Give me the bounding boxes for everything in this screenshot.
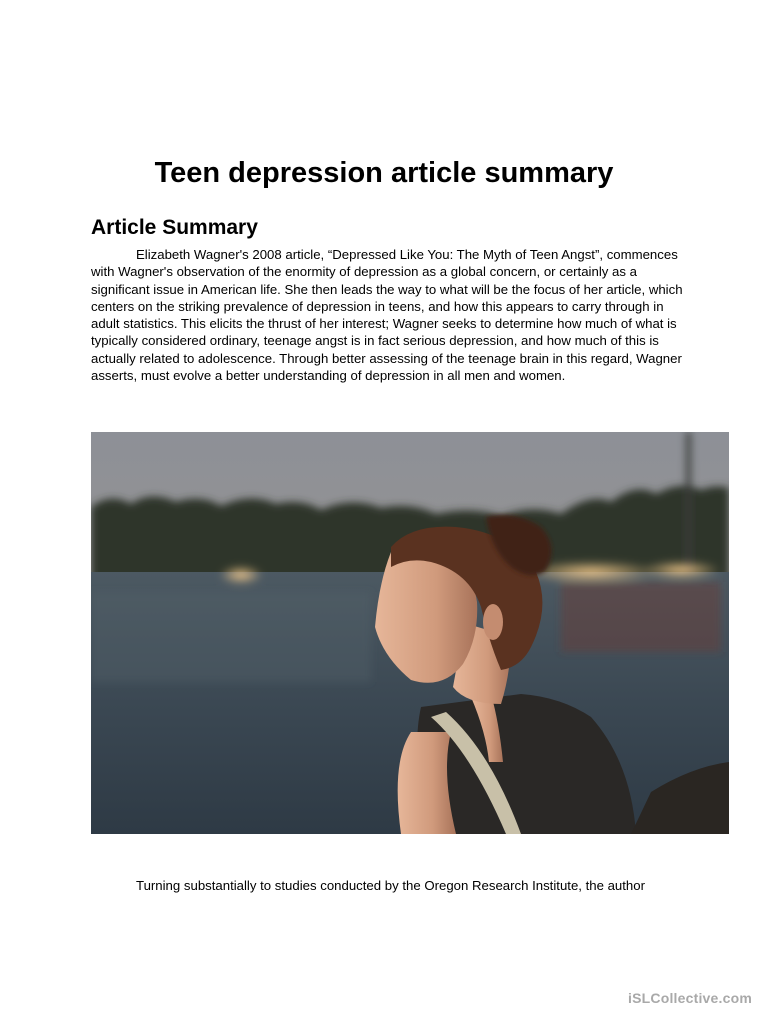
watermark-logo: iSLCollective.com <box>628 990 752 1006</box>
continuation-text: Turning substantially to studies conducted by the Oregon Research Institute, the author <box>136 878 645 893</box>
document-title: Teen depression article summary <box>154 157 614 189</box>
lake-photo <box>91 432 729 834</box>
section-heading: Article Summary <box>91 216 258 239</box>
summary-paragraph: Elizabeth Wagner's 2008 article, “Depressed Like You: The Myth of Teen Angst”, commences with Wagner's observation of the enormity of depression as a global concern, or certainly as a significant issue in American life. She then leads the way to what will be the focus of her article, which centers on the striking prevalence of depression in teens, and how this appears to carry through in adult statistics. This elicits the thrust of her interest; Wagner seeks to determine how much of what is typically considered ordinary, teenage angst is in fact serious depression, and how much of this is actually related to adolescence. Through better assessing of the teenage brain in this regard, Wagner asserts, must evolve a better understanding of depression in all men and women. <box>91 247 683 384</box>
